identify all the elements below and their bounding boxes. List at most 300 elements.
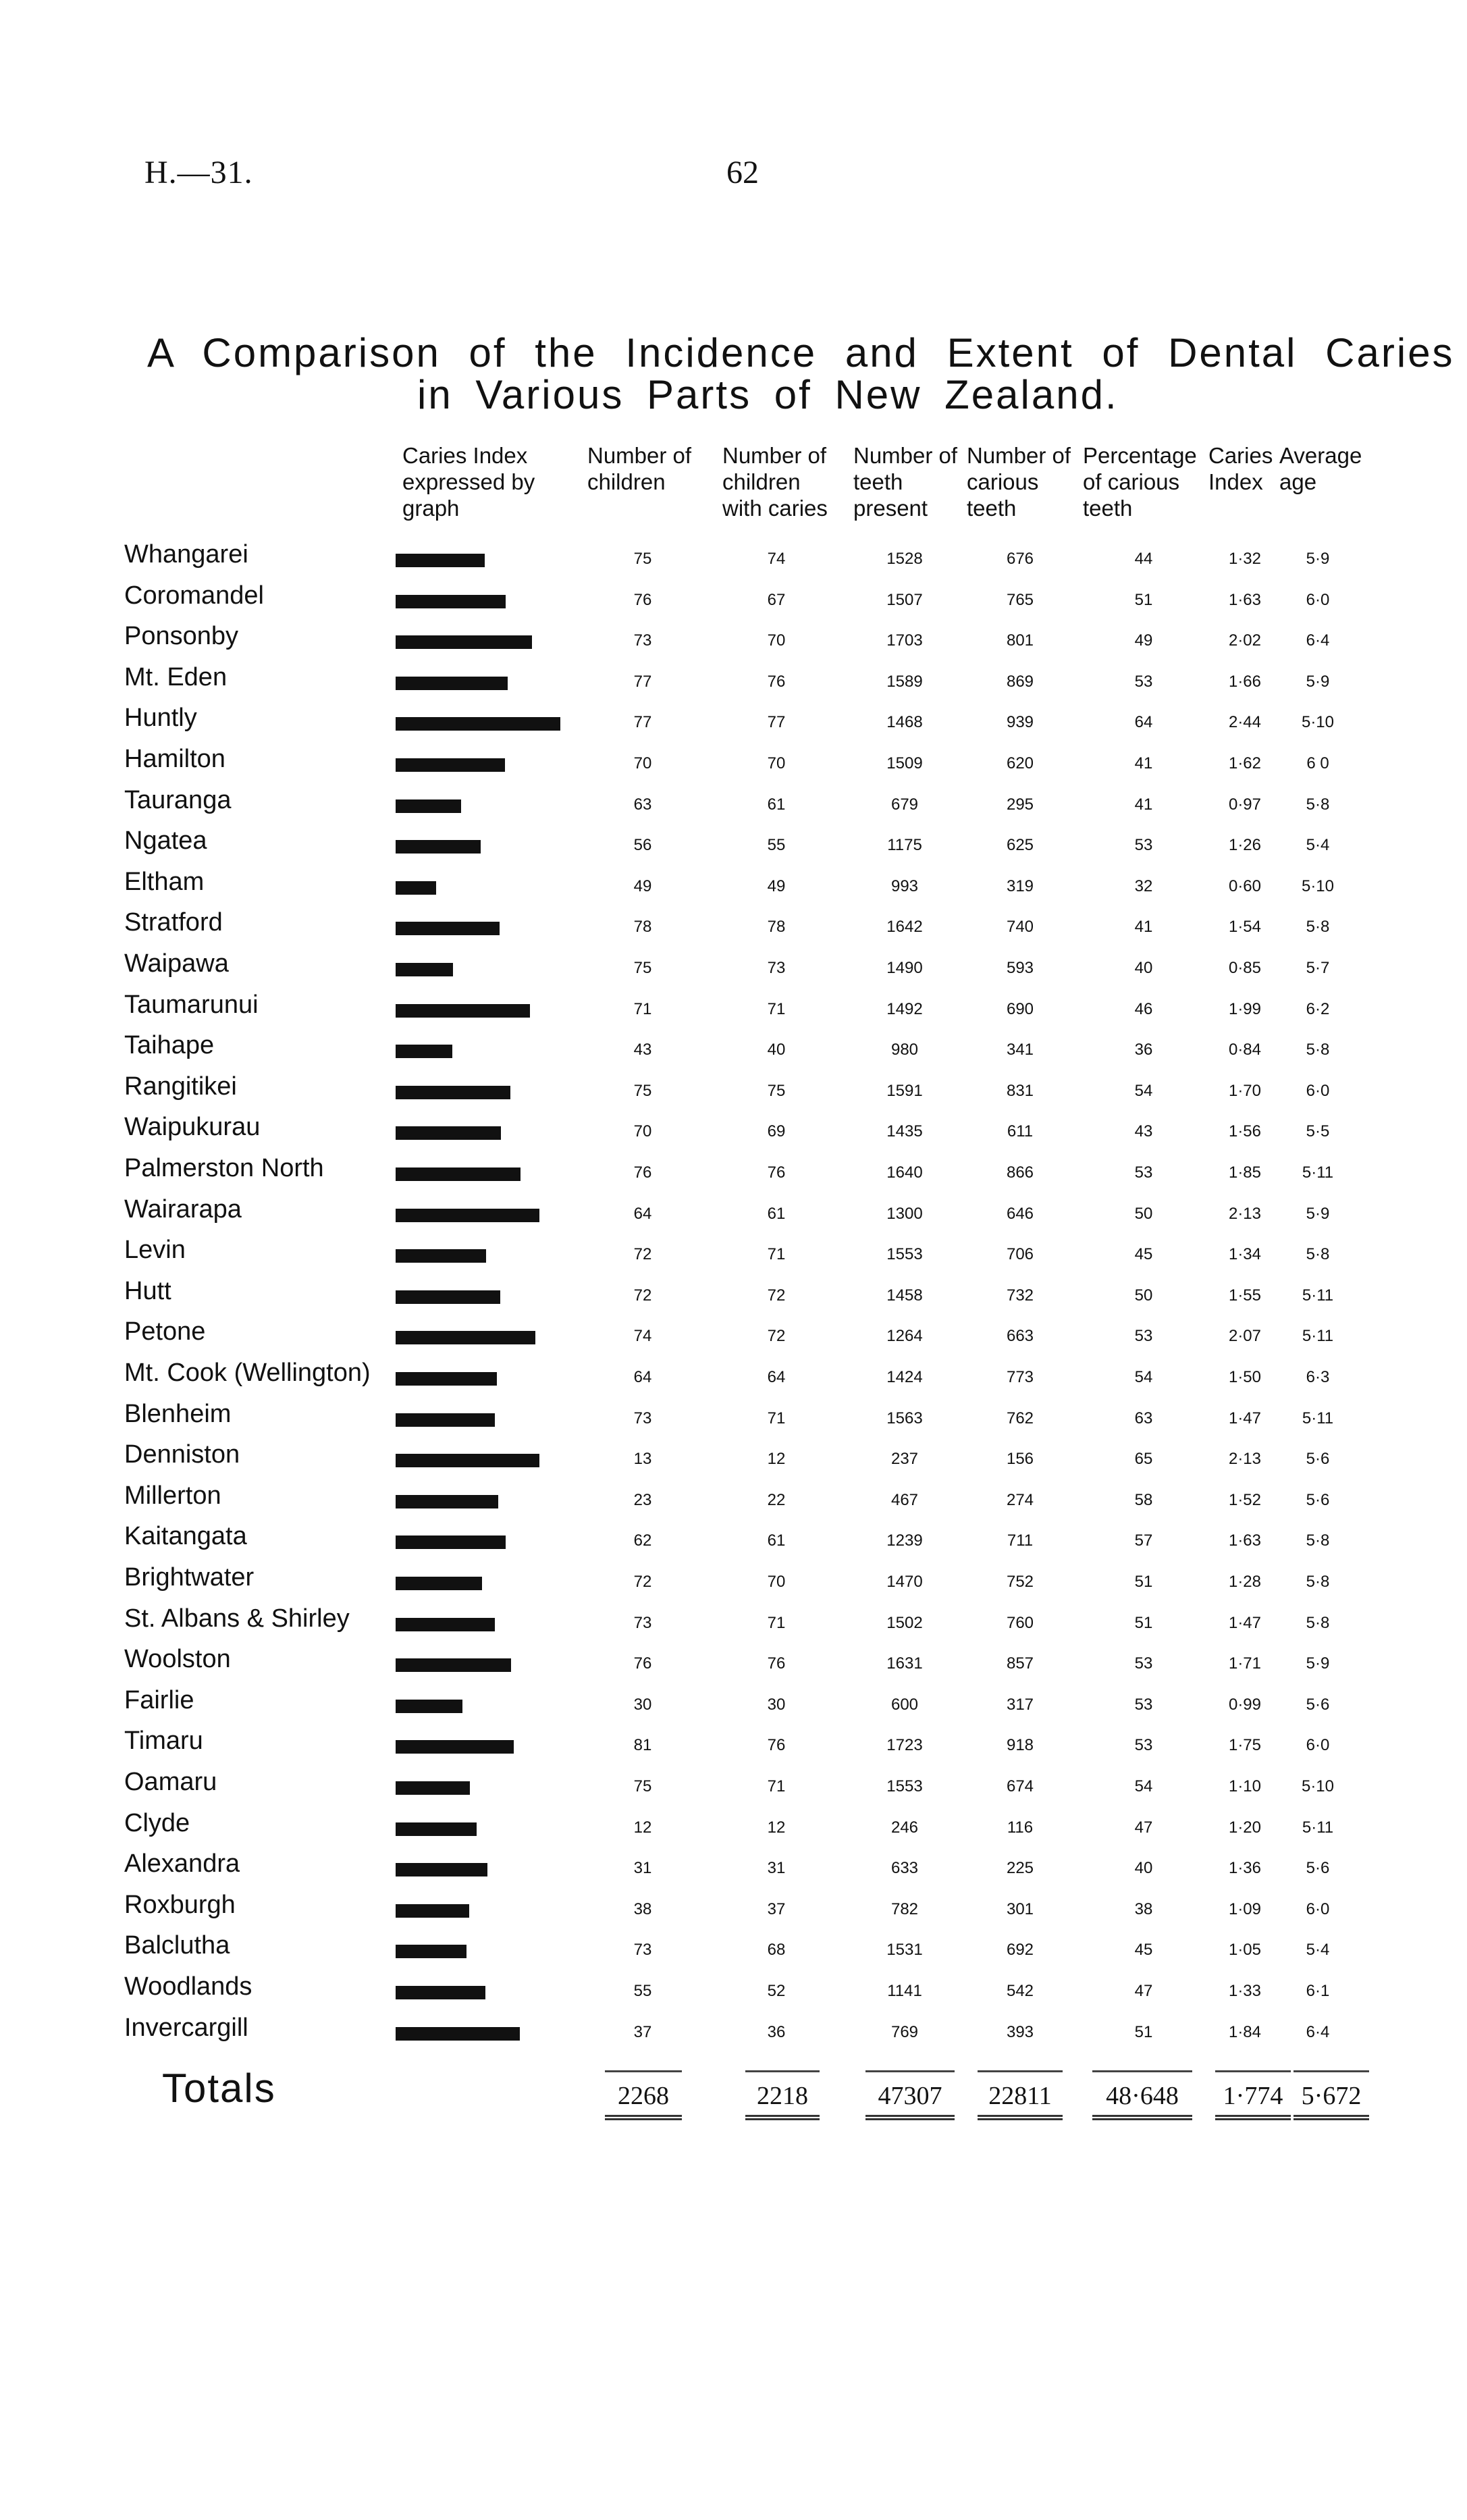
cell-children: 31 [633,1859,652,1878]
caries-index-bar [396,1904,469,1918]
cell-carious-teeth: 156 [1006,1450,1034,1469]
cell-caries-index: 1·84 [1228,2022,1262,2041]
cell-with-caries: 67 [767,590,786,609]
total-double-rule [1293,2115,1369,2120]
cell-teeth-present: 246 [890,1818,919,1837]
cell-average-age: 6·2 [1306,999,1330,1018]
caries-index-bar [396,799,461,813]
cell-children: 70 [633,1122,652,1141]
cell-caries-index: 1·26 [1228,836,1262,855]
cell-caries-index: 1·52 [1228,1490,1262,1509]
table-title-line-2: in Various Parts of New Zealand. [417,372,1119,417]
cell-caries-index: 1·63 [1228,1531,1262,1550]
cell-percentage: 51 [1134,1573,1153,1591]
column-header-children: Number of children [587,443,692,494]
row-place-name: Huntly [124,704,197,733]
total-rule [1092,2070,1192,2072]
cell-teeth-present: 633 [890,1859,919,1878]
caries-index-bar [396,1331,535,1344]
cell-with-caries: 22 [767,1490,786,1509]
cell-teeth-present: 993 [890,876,919,895]
cell-carious-teeth: 620 [1006,754,1034,772]
cell-average-age: 5·5 [1306,1122,1330,1141]
cell-percentage: 51 [1134,1613,1153,1632]
cell-with-caries: 72 [767,1327,786,1346]
cell-caries-index: 0·60 [1228,876,1262,895]
cell-children: 49 [633,876,652,895]
cell-average-age: 6·0 [1306,1899,1330,1918]
cell-caries-index: 1·85 [1228,1163,1262,1182]
cell-carious-teeth: 869 [1006,672,1034,691]
cell-with-caries: 72 [767,1286,786,1305]
cell-carious-teeth: 274 [1006,1490,1034,1509]
cell-percentage: 53 [1134,672,1153,691]
row-place-name: Alexandra [124,1849,240,1879]
cell-children: 43 [633,1041,652,1059]
cell-percentage: 63 [1134,1409,1153,1427]
cell-teeth-present: 679 [890,795,919,814]
cell-carious-teeth: 857 [1006,1654,1034,1673]
row-place-name: Oamaru [124,1768,217,1796]
total-double-rule [865,2115,955,2120]
column-header-teeth-present: Number of teeth present [853,443,958,521]
cell-carious-teeth: 301 [1006,1899,1034,1918]
cell-carious-teeth: 918 [1006,1736,1034,1755]
cell-caries-index: 1·28 [1228,1573,1262,1591]
row-place-name: Timaru [124,1727,203,1756]
cell-average-age: 6·0 [1306,1736,1330,1755]
cell-average-age: 5·8 [1306,1245,1330,1264]
column-header-average-age: Average age [1279,443,1362,494]
cell-carious-teeth: 732 [1006,1286,1034,1305]
cell-teeth-present: 1591 [886,1081,923,1100]
cell-with-caries: 12 [767,1450,786,1469]
cell-carious-teeth: 752 [1006,1573,1034,1591]
cell-percentage: 64 [1134,713,1153,732]
cell-carious-teeth: 831 [1006,1081,1034,1100]
cell-caries-index: 1·71 [1228,1654,1262,1673]
caries-index-bar [396,1167,521,1181]
cell-average-age: 5·8 [1306,1531,1330,1550]
row-place-name: Ngatea [124,826,207,856]
cell-teeth-present: 1507 [886,590,923,609]
cell-caries-index: 1·34 [1228,1245,1262,1264]
cell-children: 75 [633,1777,652,1795]
cell-caries-index: 2·13 [1228,1450,1262,1469]
row-place-name: Roxburgh [124,1890,236,1919]
caries-index-bar [396,1086,510,1099]
cell-children: 76 [633,590,652,609]
cell-teeth-present: 1563 [886,1409,923,1427]
cell-children: 73 [633,1613,652,1632]
cell-children: 64 [633,1368,652,1386]
cell-average-age: 6·4 [1306,2022,1330,2041]
cell-with-caries: 69 [767,1122,786,1141]
caries-index-bar [396,1700,462,1713]
cell-teeth-present: 1703 [886,631,923,650]
row-place-name: Woodlands [124,1972,252,2001]
caries-index-bar [396,677,508,690]
total-rule [1293,2070,1369,2072]
cell-teeth-present: 1528 [886,550,923,568]
cell-with-caries: 71 [767,999,786,1018]
cell-average-age: 5·9 [1306,1654,1330,1673]
cell-average-age: 5·10 [1301,876,1335,895]
caries-index-bar [396,1658,511,1672]
cell-average-age: 5·9 [1306,550,1330,568]
cell-with-caries: 78 [767,918,786,937]
column-header-graph: Caries Index expressed by graph [402,443,535,521]
caries-index-bar [396,1045,452,1058]
row-place-name: Balclutha [124,1931,230,1960]
cell-average-age: 6 0 [1306,754,1329,772]
cell-average-age: 5·4 [1306,836,1330,855]
cell-teeth-present: 1470 [886,1573,923,1591]
cell-carious-teeth: 676 [1006,550,1034,568]
cell-carious-teeth: 760 [1006,1613,1034,1632]
cell-caries-index: 1·47 [1228,1613,1262,1632]
cell-children: 75 [633,959,652,977]
cell-with-caries: 76 [767,1163,786,1182]
row-place-name: Taumarunui [124,990,259,1019]
cell-children: 13 [633,1450,652,1469]
cell-carious-teeth: 706 [1006,1245,1034,1264]
cell-caries-index: 1·56 [1228,1122,1262,1141]
cell-average-age: 5·6 [1306,1859,1330,1878]
cell-teeth-present: 1264 [886,1327,923,1346]
cell-teeth-present: 1141 [887,1982,922,2000]
cell-percentage: 54 [1134,1777,1153,1795]
cell-with-caries: 31 [767,1859,786,1878]
row-place-name: Ponsonby [124,622,239,651]
column-header-with-caries: Number of children with caries [722,443,828,521]
cell-with-caries: 61 [767,795,786,814]
cell-teeth-present: 1589 [886,672,923,691]
cell-percentage: 41 [1134,795,1153,814]
cell-average-age: 5·8 [1306,918,1330,937]
cell-average-age: 6·4 [1306,631,1330,650]
total-double-rule [1092,2115,1192,2120]
cell-average-age: 5·8 [1306,1613,1330,1632]
row-place-name: Denniston [124,1440,240,1469]
cell-percentage: 47 [1134,1982,1153,2000]
caries-index-bar [396,717,560,731]
cell-caries-index: 0·97 [1228,795,1262,814]
cell-children: 75 [633,550,652,568]
cell-with-caries: 61 [767,1204,786,1223]
cell-average-age: 6·1 [1306,1982,1330,2000]
cell-carious-teeth: 611 [1007,1122,1034,1141]
cell-children: 62 [633,1531,652,1550]
total-double-rule [745,2115,820,2120]
cell-average-age: 5·8 [1306,795,1330,814]
cell-carious-teeth: 542 [1006,1982,1034,2000]
cell-with-caries: 52 [767,1982,786,2000]
cell-percentage: 51 [1134,2022,1153,2041]
cell-children: 56 [633,836,652,855]
cell-with-caries: 37 [767,1899,786,1918]
cell-children: 77 [633,672,652,691]
caries-index-bar [396,554,485,567]
column-header-caries-index: Caries Index [1208,443,1273,494]
cell-percentage: 46 [1134,999,1153,1018]
total-caries-index: 1·774 [1223,2082,1283,2110]
row-place-name: Blenheim [124,1399,232,1428]
cell-average-age: 5·11 [1302,1163,1334,1182]
caries-index-bar [396,635,532,649]
caries-index-bar [396,1535,506,1549]
row-place-name: Invercargill [124,2013,248,2042]
cell-percentage: 53 [1134,1695,1153,1714]
caries-index-bar [396,1249,486,1263]
cell-carious-teeth: 393 [1006,2022,1034,2041]
cell-caries-index: 1·70 [1228,1081,1262,1100]
row-place-name: Hutt [124,1276,171,1305]
cell-carious-teeth: 663 [1006,1327,1034,1346]
caries-index-bar [396,1618,495,1631]
cell-percentage: 54 [1134,1368,1153,1386]
row-place-name: Stratford [124,908,223,937]
cell-carious-teeth: 593 [1006,959,1034,977]
cell-caries-index: 1·55 [1228,1286,1262,1305]
cell-children: 78 [633,918,652,937]
cell-children: 30 [633,1695,652,1714]
caries-index-bar [396,1781,470,1795]
cell-percentage: 40 [1134,959,1153,977]
cell-caries-index: 1·66 [1228,672,1262,691]
cell-children: 23 [633,1490,652,1509]
cell-carious-teeth: 939 [1006,713,1034,732]
cell-caries-index: 1·99 [1228,999,1262,1018]
cell-average-age: 6·3 [1306,1368,1330,1386]
cell-percentage: 36 [1134,1041,1153,1059]
caries-index-bar [396,1822,477,1836]
caries-index-bar [396,922,500,935]
cell-carious-teeth: 319 [1006,876,1034,895]
row-place-name: Whangarei [124,540,248,569]
caries-index-bar [396,758,505,772]
cell-teeth-present: 600 [890,1695,919,1714]
cell-with-caries: 76 [767,1736,786,1755]
row-place-name: Petone [124,1317,206,1346]
cell-carious-teeth: 625 [1006,836,1034,855]
cell-teeth-present: 1640 [886,1163,923,1182]
cell-percentage: 58 [1134,1490,1153,1509]
caries-index-bar [396,1290,500,1304]
cell-children: 70 [633,754,652,772]
row-place-name: Clyde [124,1808,190,1837]
cell-caries-index: 1·32 [1228,550,1262,568]
caries-index-bar [396,1372,497,1386]
cell-average-age: 5·7 [1306,959,1330,977]
column-header-percentage: Percentage of carious teeth [1083,443,1197,521]
cell-caries-index: 0·99 [1228,1695,1262,1714]
cell-with-caries: 71 [767,1409,786,1427]
cell-percentage: 50 [1134,1204,1153,1223]
cell-with-caries: 70 [767,1573,786,1591]
cell-carious-teeth: 801 [1006,631,1034,650]
cell-teeth-present: 1239 [886,1531,923,1550]
cell-average-age: 5·10 [1301,1777,1335,1795]
cell-with-caries: 64 [767,1368,786,1386]
cell-with-caries: 77 [767,713,786,732]
cell-children: 64 [633,1204,652,1223]
cell-carious-teeth: 740 [1006,918,1034,937]
cell-children: 37 [633,2022,652,2041]
total-rule [605,2070,682,2072]
total-teeth-present: 47307 [878,2082,942,2110]
cell-caries-index: 0·84 [1228,1041,1262,1059]
row-place-name: Woolston [124,1645,231,1674]
row-place-name: Millerton [124,1481,221,1510]
cell-percentage: 51 [1134,590,1153,609]
cell-children: 73 [633,1409,652,1427]
cell-caries-index: 1·05 [1228,1941,1262,1960]
total-rule [978,2070,1063,2072]
cell-children: 77 [633,713,652,732]
cell-teeth-present: 1531 [886,1941,923,1960]
cell-percentage: 53 [1134,1654,1153,1673]
cell-with-caries: 68 [767,1941,786,1960]
cell-average-age: 5·8 [1306,1041,1330,1059]
cell-children: 73 [633,1941,652,1960]
row-place-name: Waipukurau [124,1113,261,1142]
caries-index-bar [396,1454,539,1467]
cell-children: 76 [633,1654,652,1673]
cell-teeth-present: 782 [890,1899,919,1918]
cell-caries-index: 2·02 [1228,631,1262,650]
total-percentage: 48·648 [1106,2082,1179,2110]
total-rule [745,2070,820,2072]
cell-average-age: 5·11 [1302,1286,1334,1305]
caries-index-bar [396,840,481,854]
cell-teeth-present: 1424 [886,1368,923,1386]
caries-index-bar [396,1126,501,1140]
cell-percentage: 44 [1134,550,1153,568]
cell-children: 55 [633,1982,652,2000]
row-place-name: St. Albans & Shirley [124,1604,350,1633]
cell-average-age: 5·11 [1302,1327,1334,1346]
cell-caries-index: 2·44 [1228,713,1262,732]
caries-index-bar [396,595,506,608]
cell-teeth-present: 980 [890,1041,919,1059]
cell-caries-index: 1·09 [1228,1899,1262,1918]
cell-average-age: 5·8 [1306,1573,1330,1591]
cell-teeth-present: 237 [890,1450,919,1469]
cell-average-age: 5·10 [1301,713,1335,732]
row-place-name: Mt. Eden [124,662,228,691]
cell-carious-teeth: 773 [1006,1368,1034,1386]
row-place-name: Mt. Cook (Wellington) [124,1359,371,1387]
cell-percentage: 53 [1134,1163,1153,1182]
cell-with-caries: 73 [767,959,786,977]
cell-with-caries: 71 [767,1245,786,1264]
cell-carious-teeth: 765 [1006,590,1034,609]
cell-carious-teeth: 295 [1006,795,1034,814]
cell-carious-teeth: 692 [1006,1941,1034,1960]
cell-with-caries: 75 [767,1081,786,1100]
cell-teeth-present: 1509 [886,754,923,772]
cell-teeth-present: 769 [890,2022,919,2041]
caries-index-bar [396,1986,485,1999]
cell-children: 63 [633,795,652,814]
caries-index-bar [396,1577,482,1590]
cell-teeth-present: 1458 [886,1286,923,1305]
total-rule [1215,2070,1291,2072]
cell-with-caries: 55 [767,836,786,855]
cell-teeth-present: 1631 [886,1654,923,1673]
cell-caries-index: 2·07 [1228,1327,1262,1346]
cell-with-caries: 70 [767,754,786,772]
row-place-name: Hamilton [124,745,225,773]
row-place-name: Rangitikei [124,1072,237,1101]
cell-average-age: 5·6 [1306,1450,1330,1469]
row-place-name: Wairarapa [124,1195,242,1224]
cell-teeth-present: 1642 [886,918,923,937]
row-place-name: Fairlie [124,1685,194,1714]
cell-percentage: 53 [1134,1327,1153,1346]
cell-with-caries: 71 [767,1777,786,1795]
cell-with-caries: 49 [767,876,786,895]
caries-index-bar [396,1495,498,1508]
cell-children: 73 [633,631,652,650]
total-carious-teeth: 22811 [988,2082,1052,2110]
cell-caries-index: 1·54 [1228,918,1262,937]
cell-average-age: 5·6 [1306,1695,1330,1714]
cell-carious-teeth: 711 [1007,1531,1034,1550]
document-reference: H.—31. [144,155,253,190]
cell-caries-index: 1·33 [1228,1982,1262,2000]
cell-caries-index: 2·13 [1228,1204,1262,1223]
cell-percentage: 47 [1134,1818,1153,1837]
cell-caries-index: 1·47 [1228,1409,1262,1427]
cell-teeth-present: 1468 [886,713,923,732]
totals-label: Totals [162,2066,276,2111]
cell-percentage: 49 [1134,631,1153,650]
cell-teeth-present: 1300 [886,1204,923,1223]
row-place-name: Brightwater [124,1563,255,1592]
cell-average-age: 5·11 [1302,1409,1334,1427]
cell-percentage: 32 [1134,876,1153,895]
total-double-rule [605,2115,682,2120]
cell-teeth-present: 467 [890,1490,919,1509]
cell-children: 38 [633,1899,652,1918]
cell-children: 12 [633,1818,652,1837]
cell-teeth-present: 1175 [887,836,922,855]
cell-with-caries: 12 [767,1818,786,1837]
table-title-line-1: A Comparison of the Incidence and Extent of Dental Caries [147,330,1455,375]
cell-average-age: 5·11 [1302,1818,1334,1837]
cell-percentage: 65 [1134,1450,1153,1469]
caries-index-bar [396,963,453,976]
cell-teeth-present: 1723 [886,1736,923,1755]
cell-carious-teeth: 762 [1006,1409,1034,1427]
cell-percentage: 53 [1134,1736,1153,1755]
caries-index-bar [396,2027,520,2041]
cell-carious-teeth: 225 [1006,1859,1034,1878]
caries-index-bar [396,1209,539,1222]
cell-average-age: 5·6 [1306,1490,1330,1509]
total-double-rule [978,2115,1063,2120]
cell-teeth-present: 1553 [886,1777,923,1795]
cell-with-caries: 36 [767,2022,786,2041]
caries-index-bar [396,1945,466,1958]
cell-children: 72 [633,1245,652,1264]
cell-average-age: 6·0 [1306,590,1330,609]
cell-caries-index: 1·20 [1228,1818,1262,1837]
cell-carious-teeth: 674 [1006,1777,1034,1795]
cell-caries-index: 1·50 [1228,1368,1262,1386]
